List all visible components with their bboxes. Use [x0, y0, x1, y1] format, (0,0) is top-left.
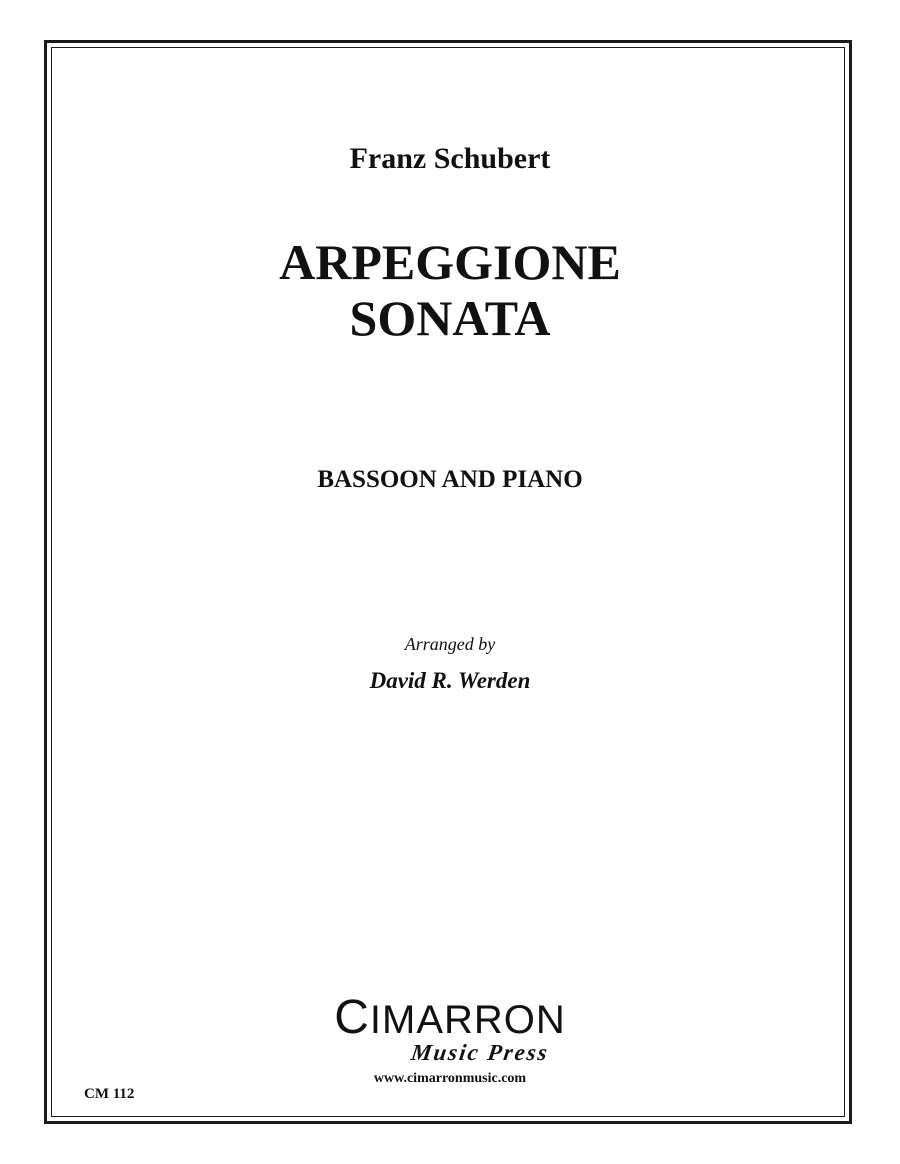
publisher-subtitle: Music Press [409, 1040, 551, 1065]
arranged-by-label: Arranged by [404, 634, 496, 654]
work-title-line-1: ARPEGGIONE [279, 234, 621, 290]
publisher-logo [0, 991, 900, 1044]
work-title [0, 234, 900, 346]
instrumentation: BASSOON AND PIANO [317, 466, 583, 493]
arranger-name: David R. Werden [369, 668, 531, 693]
page-border-inner [51, 47, 845, 1117]
publisher-logo-rest: IMARRON [369, 998, 566, 1042]
composer-name: Franz Schubert [349, 142, 551, 175]
work-title-line-2: SONATA [349, 290, 551, 346]
publisher-logo-initial: C [334, 991, 370, 1044]
catalog-number: CM 112 [84, 1086, 135, 1102]
publisher-url: www.cimarronmusic.com [373, 1071, 527, 1086]
